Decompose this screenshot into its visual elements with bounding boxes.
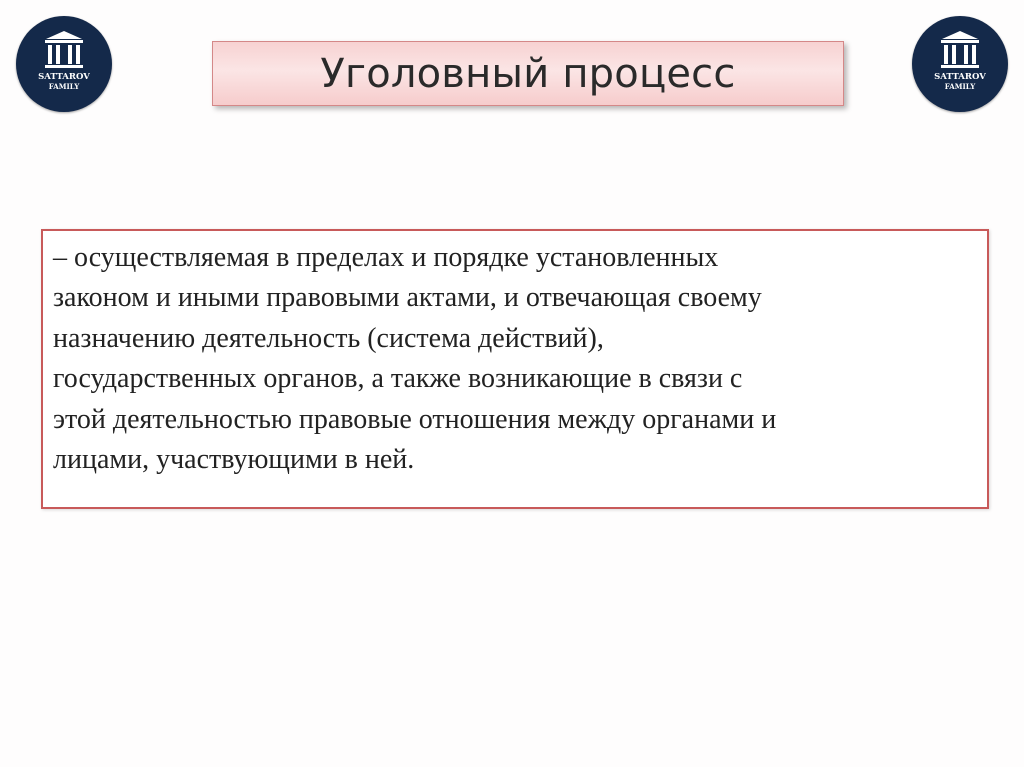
slide-title: Уголовный процесс [320, 50, 736, 97]
logo-text-line1: SATTAROV [38, 72, 90, 82]
definition-text [53, 238, 1024, 480]
title-box [212, 41, 844, 106]
building-icon [912, 16, 1008, 112]
definition-line: – осуществляемая в пределах и порядке установленных [53, 242, 719, 273]
definition-line: государственных органов, а также возникающие в связи с [53, 363, 743, 395]
logo-text-line2: FAMILY [944, 82, 976, 91]
logo-text-line1: SATTAROV [934, 72, 986, 82]
definition-line: этой деятельностью правовые отношения между органами и [53, 403, 777, 435]
logo-left [16, 16, 112, 112]
definition-line: лицами, участвующими в ней. [53, 444, 415, 476]
definition-box [41, 229, 989, 509]
building-icon [16, 16, 112, 112]
logo-text-line2: FAMILY [48, 82, 80, 91]
definition-line: назначению деятельность (система действий), [53, 322, 604, 354]
logo-right [912, 16, 1008, 112]
definition-line: законом и иными правовыми актами, и отвечающая своему [53, 282, 762, 314]
